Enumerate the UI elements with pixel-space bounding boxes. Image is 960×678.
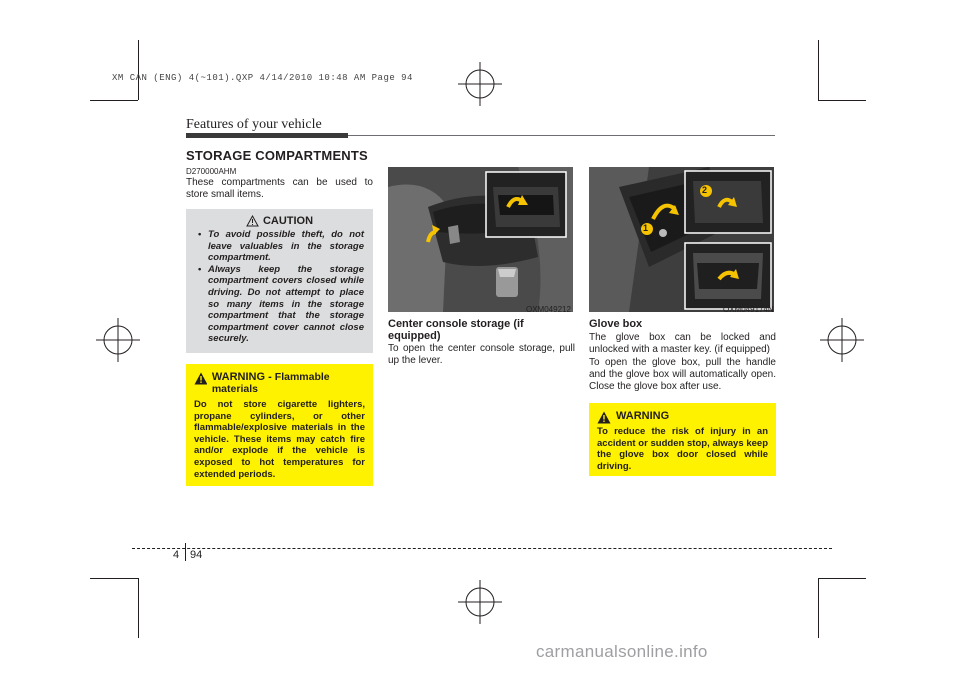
section-title: STORAGE COMPARTMENTS <box>186 148 368 163</box>
footer-divider <box>185 543 186 561</box>
center-console-title: Center console storage (if equipped) <box>388 318 524 342</box>
footer-rule <box>132 548 832 549</box>
section-code: D270000AHM <box>186 167 237 176</box>
warning-flammable-box <box>186 364 373 486</box>
page-header-title: Features of your vehicle <box>186 117 322 132</box>
warning-flammable-title: WARNING - <box>211 371 275 383</box>
callout-2: 2 <box>702 185 708 195</box>
caution-triangle-icon <box>246 215 259 227</box>
header-rule-accent <box>186 133 348 138</box>
caution-title: CAUTION <box>262 215 314 227</box>
warning-triangle-icon <box>597 411 611 424</box>
warning-flammable-subtitle: Flammable materials <box>211 371 330 395</box>
glove-box-photo <box>589 167 774 312</box>
glove-box-text-1: The glove box can be locked and unlocked with a master key. (if equipped) <box>589 332 776 355</box>
warning-flammable-text: Do not store cigarette lighters, propane cylinders, or other flammable/explosive materials in the vehicle. These items may catch fire and/or explode if the vehicle is exposed to hot temperatures for extended periods. <box>194 399 365 480</box>
caution-box <box>186 209 373 353</box>
registration-mark-bottom <box>458 580 502 624</box>
site-watermark[interactable]: carmanualsonline.info <box>536 642 708 661</box>
chapter-number: 4 <box>173 549 180 561</box>
print-slug: XM CAN (ENG) 4(~101).QXP 4/14/2010 10:48 AM Page 94 <box>112 73 413 83</box>
warning-glove-box-title: WARNING <box>616 410 670 422</box>
warning-glove-box-text: To reduce the risk of injury in an accident or sudden stop, always keep the glove box door closed while driving. <box>597 426 768 472</box>
glove-box-photo-caption: OXM049174N <box>723 305 774 314</box>
warning-triangle-icon <box>194 372 207 385</box>
registration-mark-top <box>458 62 502 106</box>
caution-item: • To avoid possible theft, do not leave valuables in the storage compartment. <box>195 229 364 264</box>
center-console-text: To open the center console storage, pull up the lever. <box>388 343 575 366</box>
glove-box-title: Glove box <box>589 318 643 330</box>
center-console-photo-caption: OXM049212 <box>526 305 571 314</box>
glove-box-text-2: To open the glove box, pull the handle and the glove box will automatically open. Close the glove box after use. <box>589 357 776 392</box>
center-console-photo <box>388 167 573 312</box>
callout-1: 1 <box>643 223 649 233</box>
caution-item: • Always keep the storage compartment covers closed while driving. Do not attempt to place so many items in the storage compartment that the storage compartment cover cannot close securely. <box>195 264 364 345</box>
page-number: 94 <box>190 549 203 561</box>
warning-glove-box <box>589 403 776 476</box>
section-intro: These compartments can be used to store small items. <box>186 177 373 200</box>
registration-mark-left <box>96 318 140 362</box>
registration-mark-right <box>820 318 864 362</box>
